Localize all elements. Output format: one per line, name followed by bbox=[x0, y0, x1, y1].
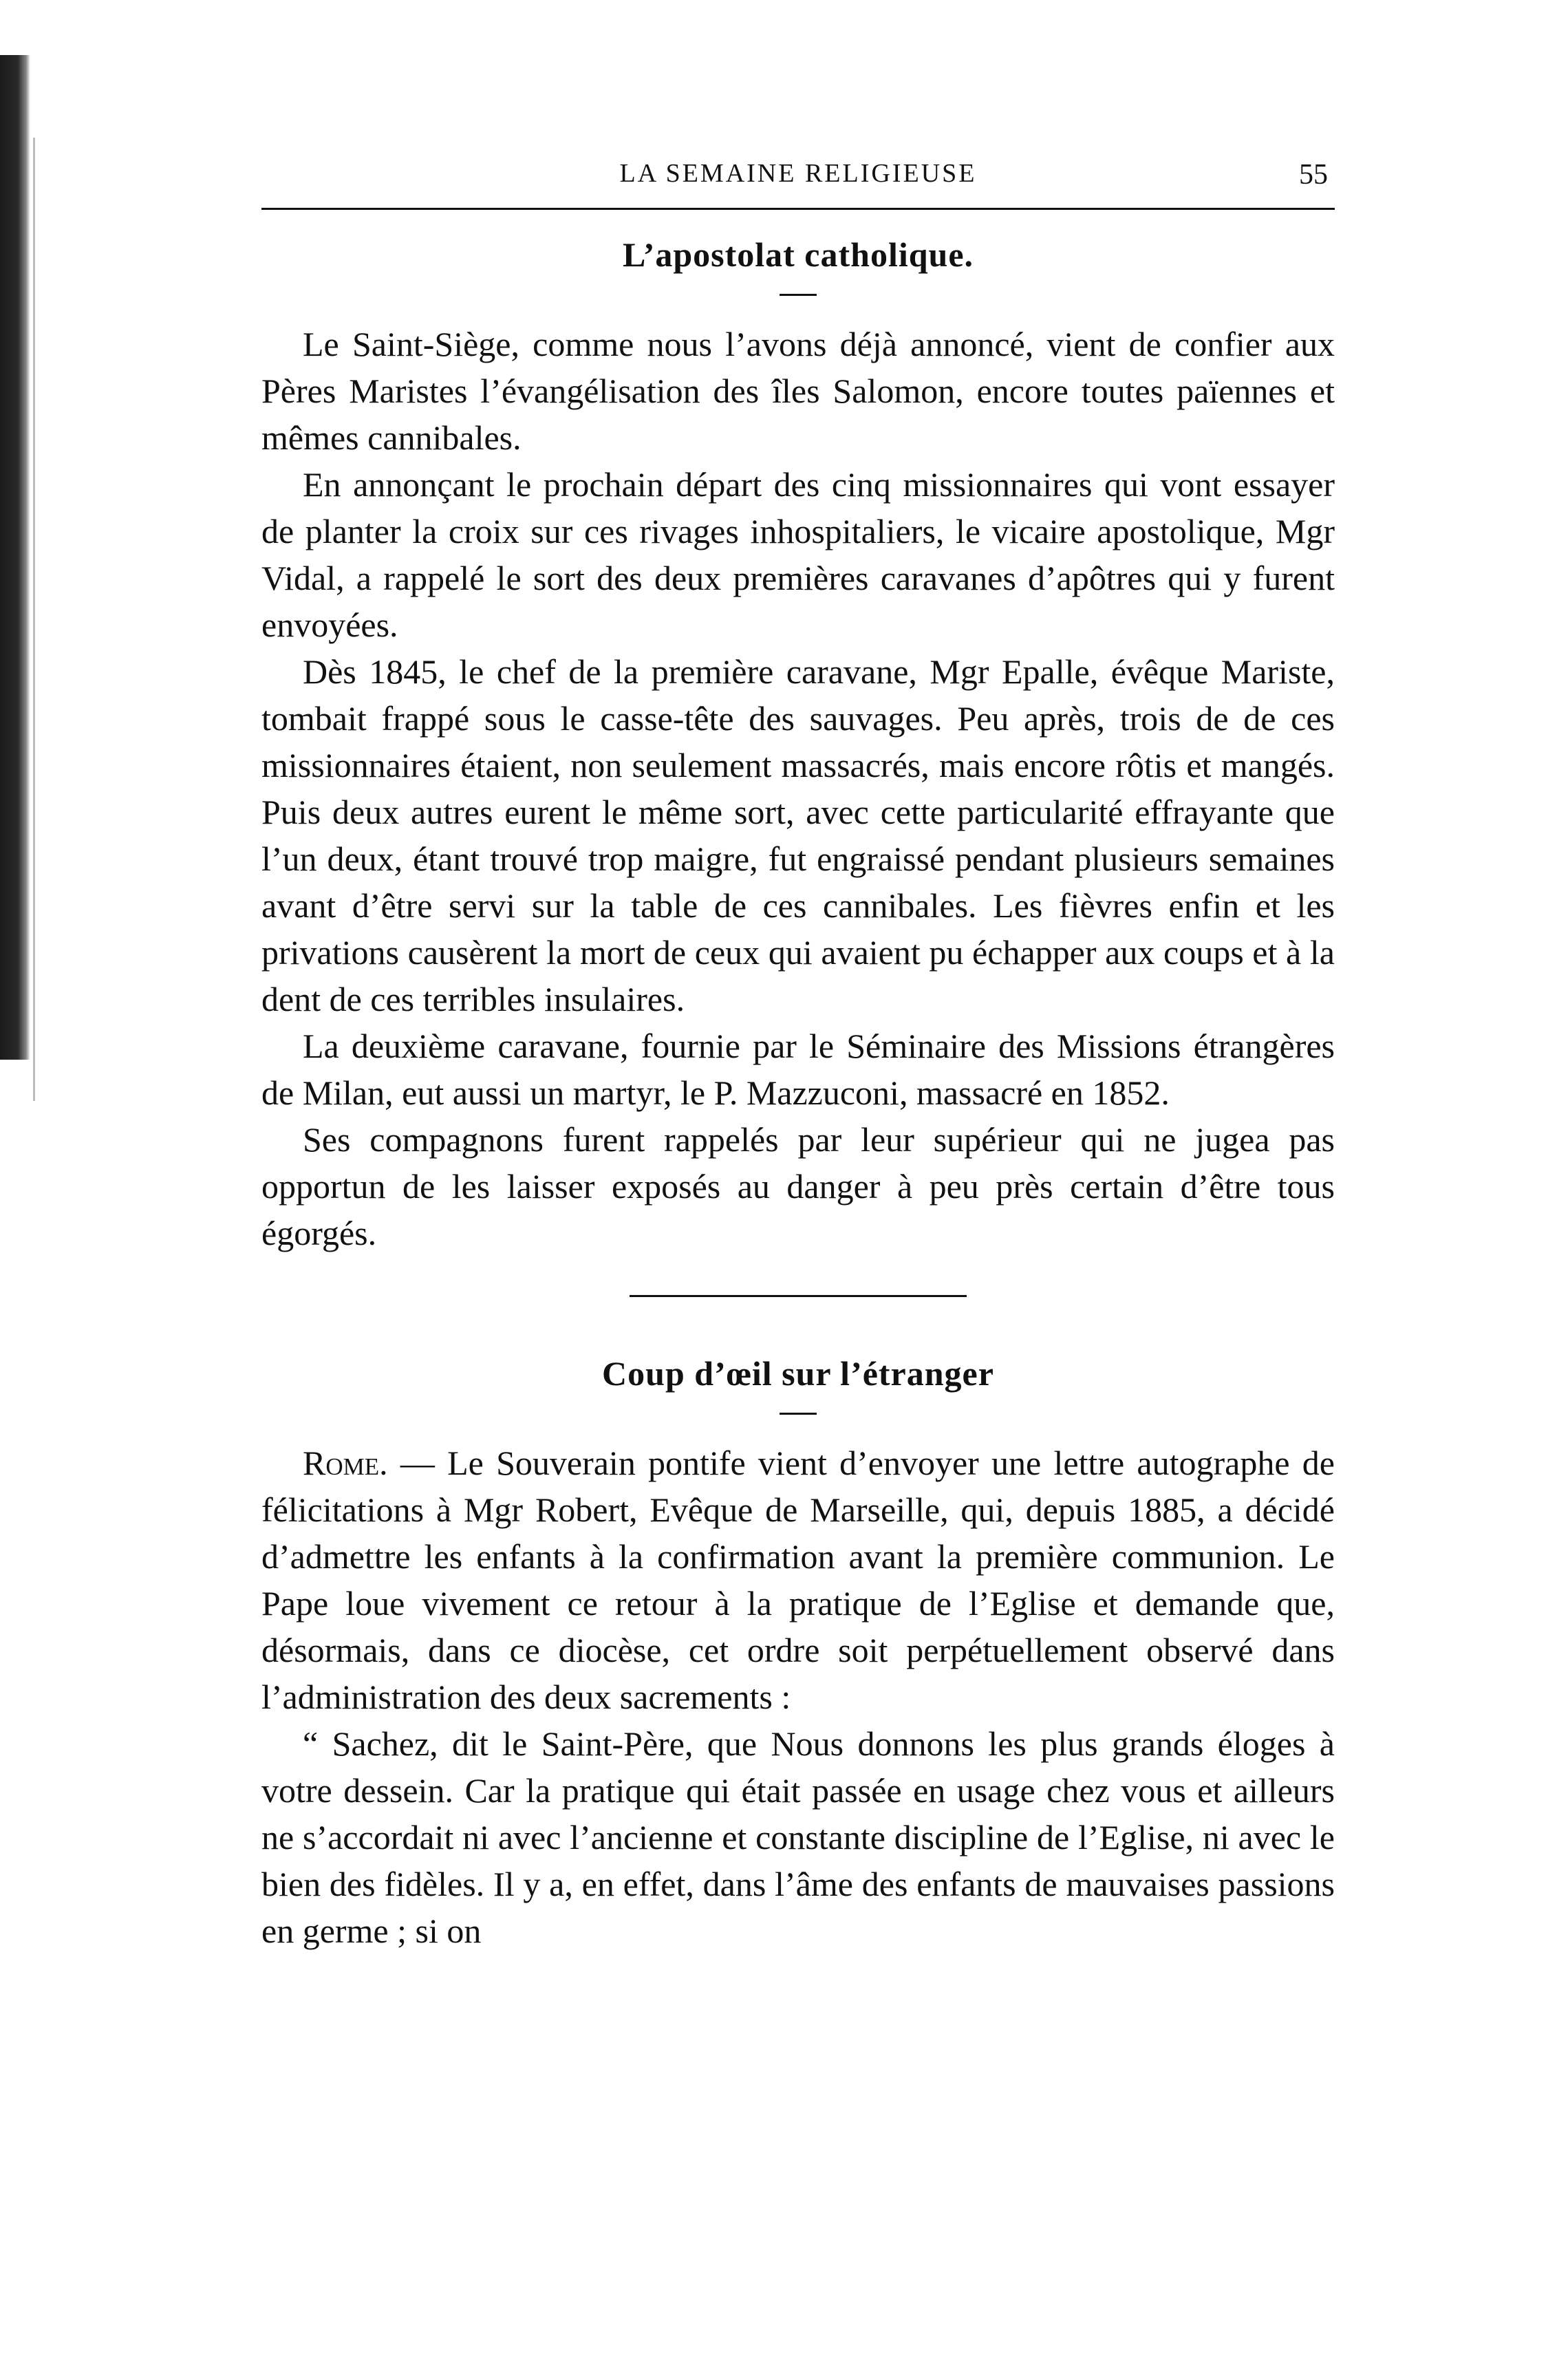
page-number: 55 bbox=[1299, 159, 1328, 191]
document-page bbox=[261, 158, 1335, 1954]
running-header bbox=[261, 158, 1335, 206]
paragraph: En annonçant le prochain départ des cinq missionnaires qui vont essayer de planter la croix sur ces rivages inhospitaliers, le vicaire apostolique, Mgr Vidal, a rappelé le sort des deux premières caravanes d’apôtres qui y furent envoyées. bbox=[261, 465, 1335, 644]
place-name: Rome. bbox=[303, 1444, 388, 1482]
section-title: L’apostolat catholique. bbox=[622, 235, 974, 274]
title-dash bbox=[780, 294, 817, 296]
scan-binding-shadow bbox=[0, 55, 30, 1060]
running-title: LA SEMAINE RELIGIEUSE bbox=[619, 159, 977, 188]
article-etranger bbox=[261, 1353, 1335, 1954]
section-title: Coup d’œil sur l’étranger bbox=[602, 1354, 994, 1393]
title-dash bbox=[780, 1413, 817, 1415]
paragraph: Dès 1845, le chef de la première caravane, Mgr Epalle, évêque Mariste, tombait frappé sous le casse-tête des sauvages. Peu après, trois de de ces missionnaires étaient, non seulement massacrés, mais encore rôtis et mangés. Puis deux autres eurent le même sort, avec cette particularité effrayante que l’un deux, étant trouvé trop maigre, fut engraissé pendant plusieurs semaines avant d’être servi sur la table de ces cannibales. Les fièvres enfin et les privations causèrent la mort de ceux qui avaient pu échapper aux coups et à la dent de ces terribles insulaires. bbox=[261, 652, 1335, 1018]
paragraph bbox=[261, 1439, 1335, 1720]
paragraph: Le Saint-Siège, comme nous l’avons déjà annoncé, vient de confier aux Pères Maristes l’évangélisation des îles Salomon, encore toutes païennes et mêmes cannibales. bbox=[261, 325, 1335, 457]
article-apostolat bbox=[261, 235, 1335, 1256]
scan-binding-line bbox=[33, 138, 35, 1101]
paragraph: “ Sachez, dit le Saint-Père, que Nous donnons les plus grands éloges à votre dessein. Car la pratique qui était passée en usage chez vous et ailleurs ne s’accordait ni avec l’ancienne et constante discipline de l’Eglise, ni avec le bien des fidèles. Il y a, en effet, dans l’âme des enfants de mauvaises passions en germe ; si on bbox=[261, 1724, 1335, 1950]
paragraph: La deuxième caravane, fournie par le Séminaire des Missions étrangères de Milan, eut aussi un martyr, le P. Mazzuconi, massacré en 1852. bbox=[261, 1027, 1335, 1112]
header-rule bbox=[261, 208, 1335, 210]
paragraph-text: — Le Souverain pontife vient d’envoyer une lettre autographe de félicitations à Mgr Robert, Evêque de Marseille, qui, depuis 1885, a décidé d’admettre les enfants à la confirmation avant la première communion. Le Pape loue vivement ce retour à la pratique de l’Eglise et demande que, désormais, dans ce diocèse, cet ordre soit perpétuellement observé dans l’administration des deux sacrements : bbox=[261, 1444, 1335, 1716]
paragraph: Ses compagnons furent rappelés par leur supérieur qui ne jugea pas opportun de les laisser exposés au danger à peu près certain d’être tous égorgés. bbox=[261, 1120, 1335, 1252]
section-divider bbox=[630, 1295, 967, 1297]
